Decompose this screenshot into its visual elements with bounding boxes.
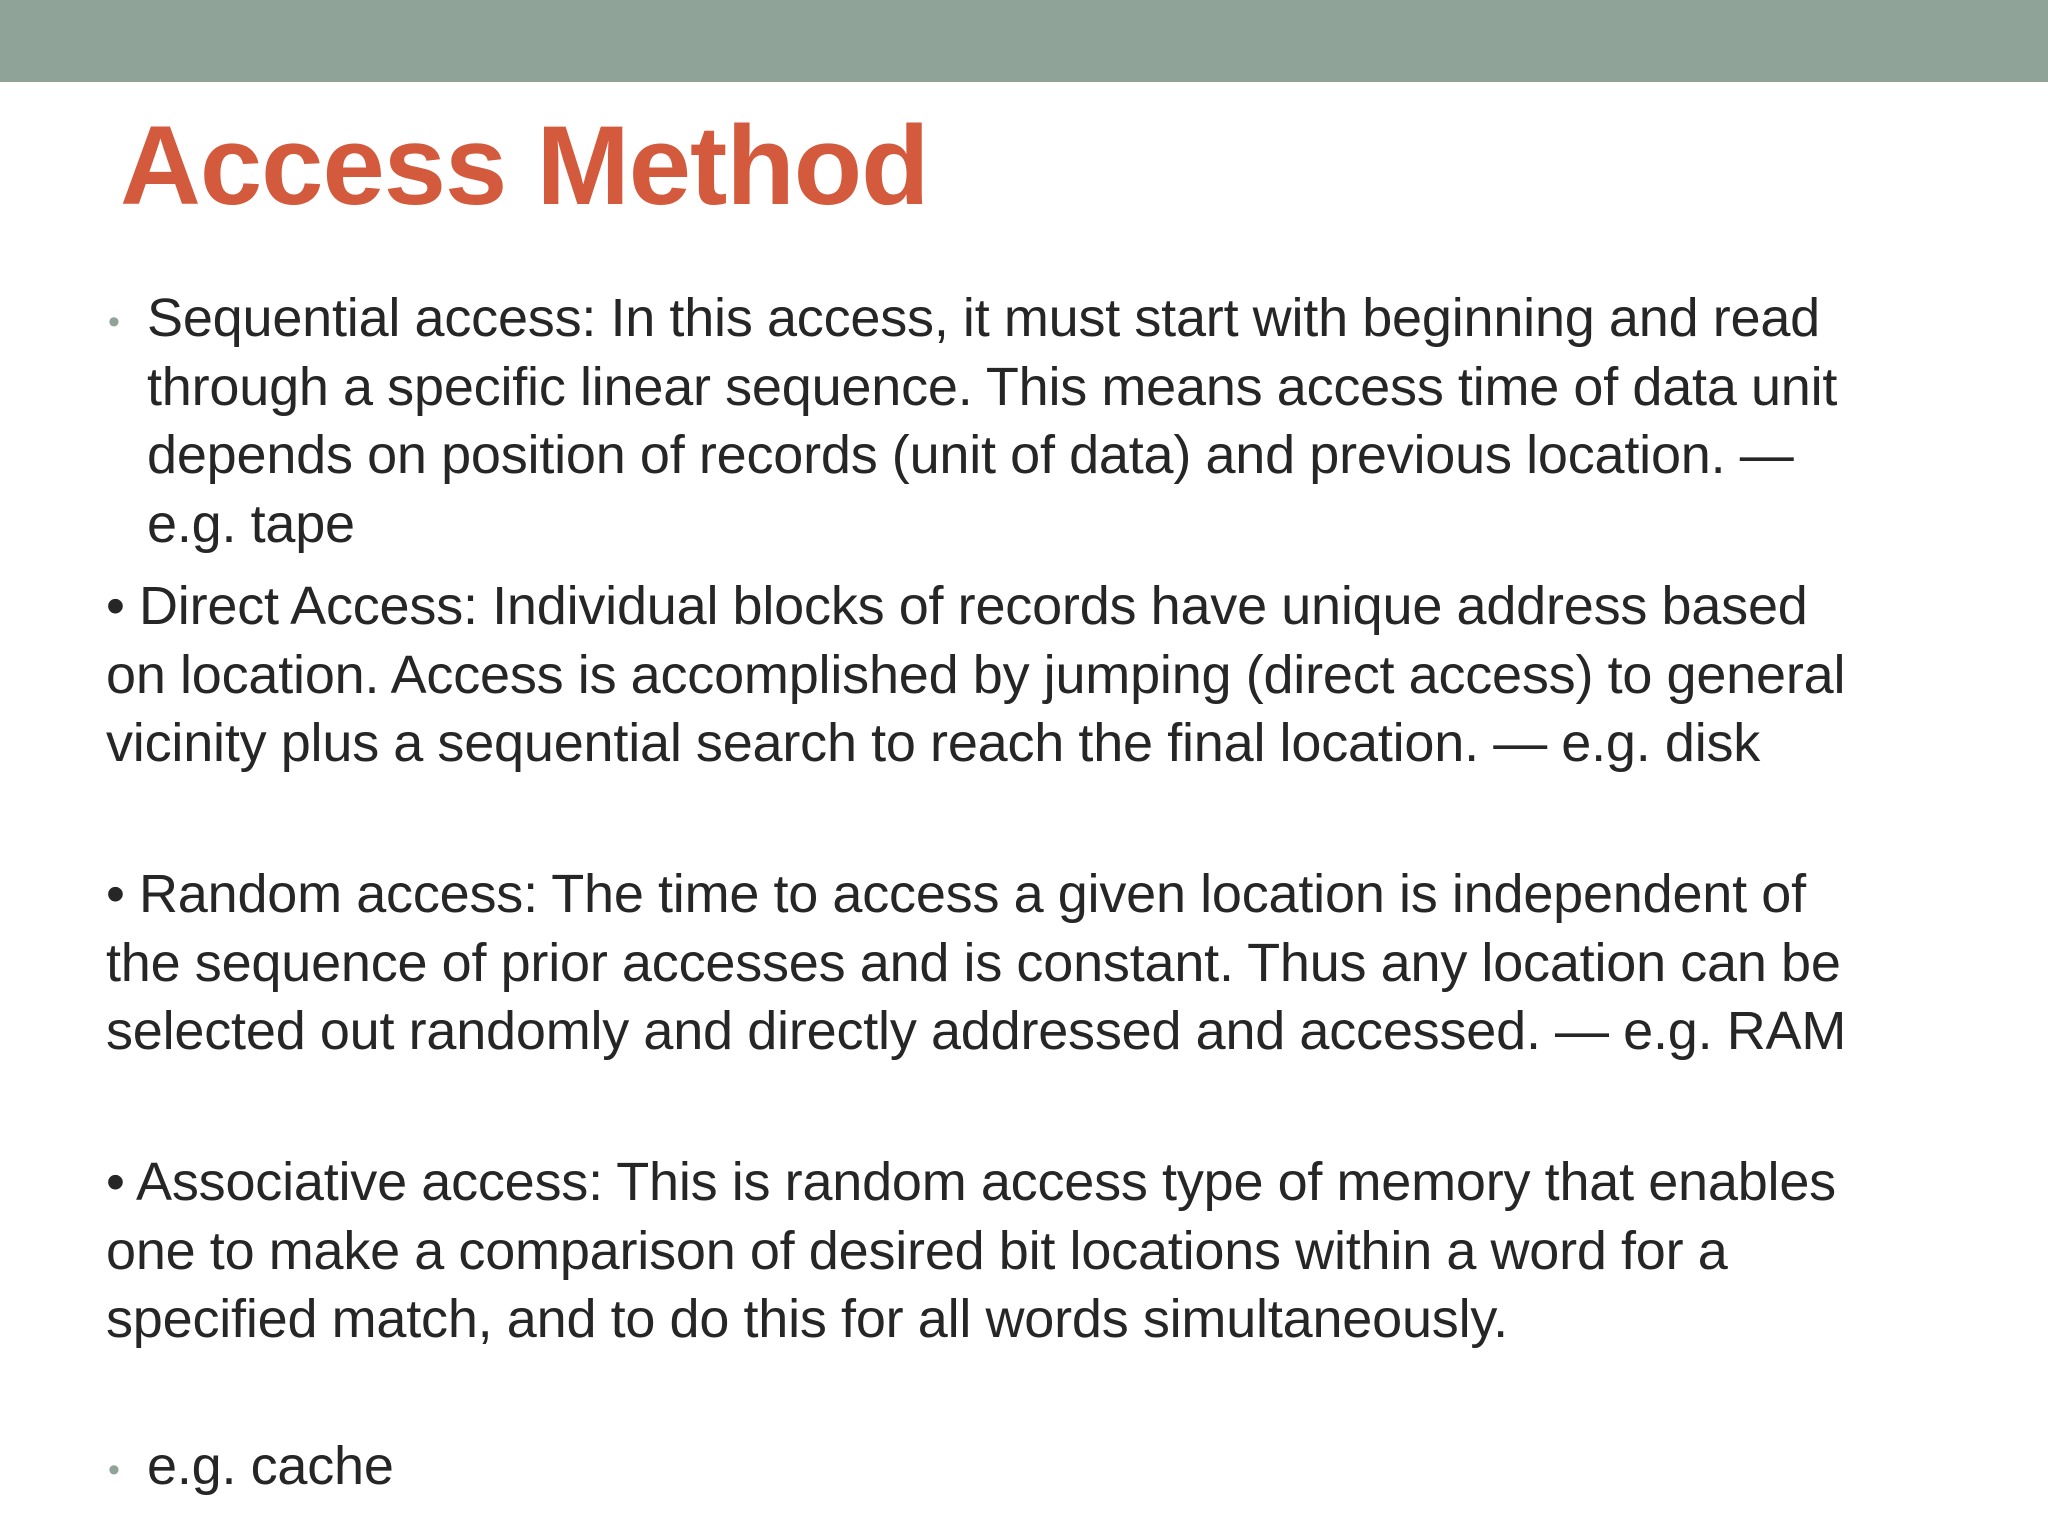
paragraph-associative-access (106, 1148, 1866, 1354)
bullet-item-cache-example (108, 1432, 1867, 1501)
paragraph-text: • Random access: The time to access a given location is independent of the sequence of prior accesses and is constant. Thus any location can be selected out randomly and directly addressed and accessed. — e.g. RAM (106, 864, 1847, 1061)
paragraph-direct-access (106, 572, 1866, 778)
bullet-text: e.g. cache (147, 1436, 394, 1496)
paragraph-random-access (106, 860, 1866, 1066)
paragraph-text: • Direct Access: Individual blocks of records have unique address based on location. Access is accomplished by jumping (direct access) to general vicinity plus a sequential search to reach the final location. — e.g. disk (106, 576, 1846, 773)
slide-title: Access Method (120, 103, 929, 228)
bullet-icon: • (108, 303, 120, 341)
bullet-item-sequential-access (108, 284, 1867, 558)
paragraph-text: • Associative access: This is random access type of memory that enables one to make a comparison of desired bit locations within a word for a specified match, and to do this for all words simultaneously. (106, 1152, 1836, 1349)
bullet-text: Sequential access: In this access, it must start with beginning and read through a specific linear sequence. This means access time of data unit depends on position of records (unit of data) and previous location. — e.g. tape (147, 288, 1838, 554)
bullet-icon: • (108, 1451, 120, 1489)
